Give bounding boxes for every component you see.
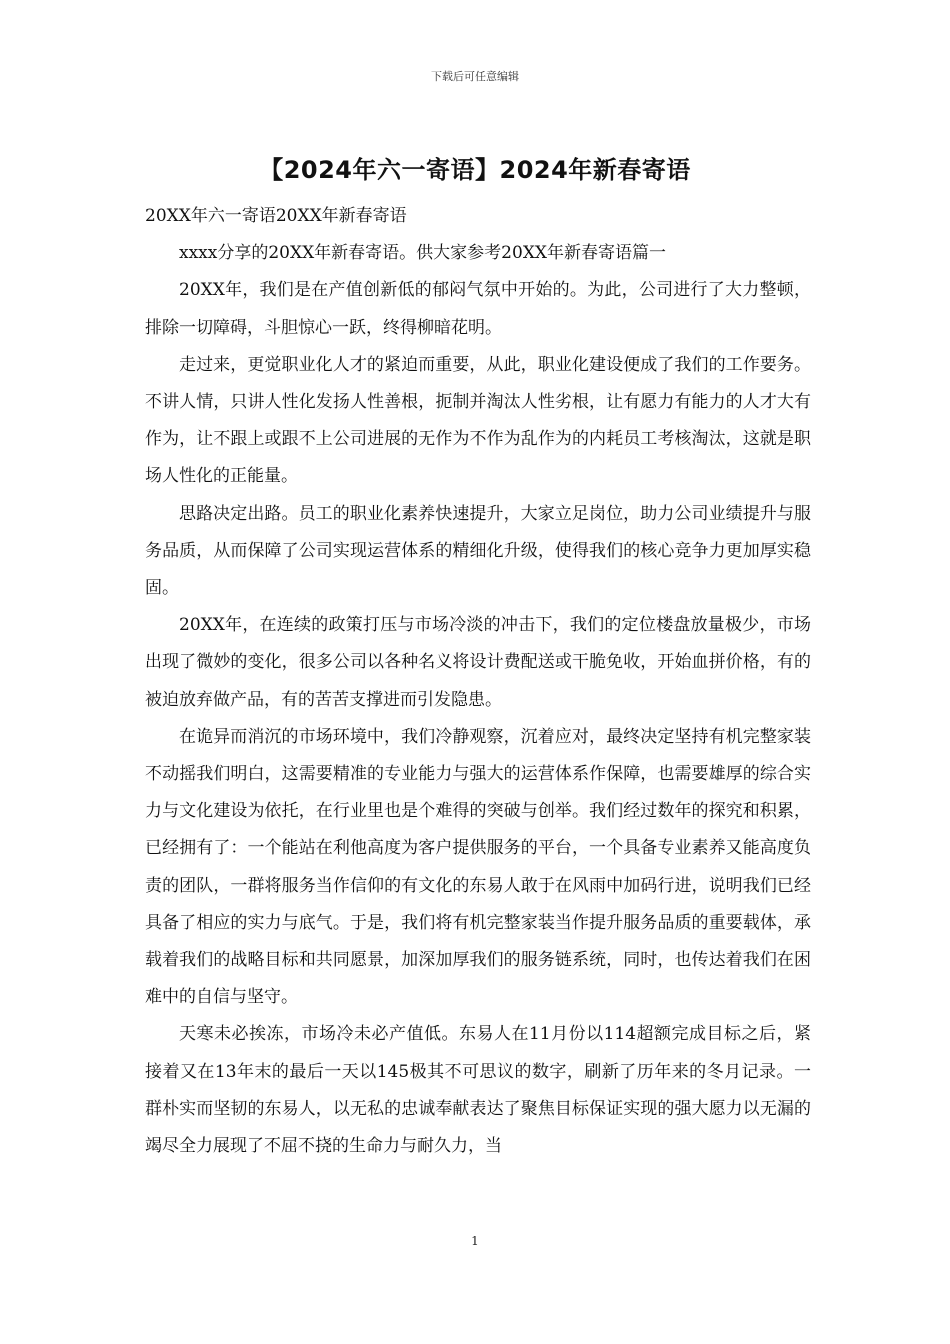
document-title: 【2024年六一寄语】2024年新春寄语 (259, 156, 691, 184)
document-body (145, 198, 811, 1165)
page-number: 1 (471, 1234, 479, 1248)
paragraph: 天寒未必挨冻，市场冷未必产值低。东易人在11月份以114超额完成目标之后，紧接着又在13年末的最后一天以145极其不可思议的数字，刷新了历年来的冬月记录。一群朴实而坚韧的东易人，以无私的忠诚奉献表达了聚焦目标保证实现的强大愿力以无漏的竭尽全力展现了不屈不挠的生命力与耐久力，当 (145, 1024, 811, 1157)
paragraph-intro: xxxx分享的20XX年新春寄语。供大家参考20XX年新春寄语篇一 (179, 243, 667, 264)
paragraph: 20XX年，在连续的政策打压与市场冷淡的冲击下，我们的定位楼盘放量极少，市场出现了微妙的变化，很多公司以各种名义将设计费配送或干脆免收，开始血拼价格，有的被迫放弃做产品，有的苦苦支撑进而引发隐患。 (145, 615, 811, 710)
paragraph: 在诡异而消沉的市场环境中，我们冷静观察，沉着应对，最终决定坚持有机完整家装不动摇我们明白，这需要精准的专业能力与强大的运营体系作保障，也需要雄厚的综合实力与文化建设为依托，在行业里也是个难得的突破与创举。我们经过数年的探究和积累，已经拥有了：一个能站在利他高度为客户提供服务的平台，一个具备专业素养又能高度负责的团队，一群将服务当作信仰的有文化的东易人敢于在风雨中加码行进，说明我们已经具备了相应的实力与底气。于是，我们将有机完整家装当作提升服务品质的重要载体，承载着我们的战略目标和共同愿景，加深加厚我们的服务链系统，同时，也传达着我们在困难中的自信与坚守。 (145, 726, 811, 1008)
paragraph: 思路决定出路。员工的职业化素养快速提升，大家立足岗位，助力公司业绩提升与服务品质，从而保障了公司实现运营体系的精细化升级，使得我们的核心竞争力更加厚实稳固。 (145, 503, 811, 599)
paragraph: 20XX年，我们是在产值创新低的郁闷气氛中开始的。为此，公司进行了大力整顿，排除一切障碍，斗胆惊心一跃，终得柳暗花明。 (145, 280, 811, 338)
paragraph-subtitle: 20XX年六一寄语20XX年新春寄语 (145, 206, 407, 226)
page-header-note: 下载后可任意编辑 (431, 70, 519, 83)
paragraph: 走过来，更觉职业化人才的紧迫而重要，从此，职业化建设便成了我们的工作要务。不讲人情，只讲人性化发扬人性善根，扼制并淘汰人性劣根，让有愿力有能力的人才大有作为，让不跟上或跟不上公司进展的无作为不作为乱作为的内耗员工考核淘汰，这就是职场人性化的正能量。 (145, 354, 811, 487)
